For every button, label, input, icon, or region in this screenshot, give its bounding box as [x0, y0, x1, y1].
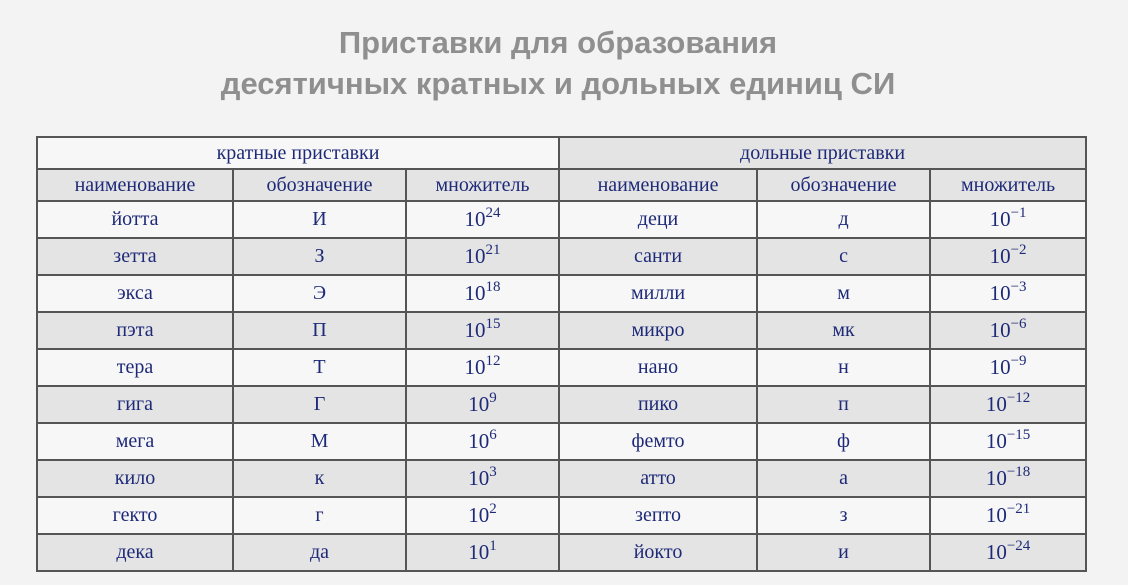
prefix-name: фемто — [559, 423, 757, 460]
title-line-2: десятичных кратных и дольных единиц СИ — [220, 66, 896, 101]
prefix-multiplier — [930, 312, 1086, 349]
table-row — [37, 423, 1086, 460]
multiplier-base: 10 — [985, 540, 1007, 564]
multiplier-exponent: 3 — [489, 464, 497, 480]
multiplier-base: 10 — [989, 318, 1011, 342]
prefix-name: мега — [37, 423, 233, 460]
column-header-name: наименование — [37, 169, 233, 201]
multiplier-base: 10 — [468, 540, 490, 564]
column-header-multiplier: множитель — [930, 169, 1086, 201]
prefix-multiplier — [930, 386, 1086, 423]
prefix-multiplier — [930, 201, 1086, 238]
prefix-multiplier — [930, 349, 1086, 386]
prefix-multiplier — [406, 275, 559, 312]
multiplier-exponent: −1 — [1010, 205, 1027, 221]
multiplier-exponent: 1 — [489, 538, 497, 554]
multiplier-exponent: −15 — [1006, 427, 1031, 443]
multiplier-exponent: −24 — [1006, 538, 1031, 554]
multiplier-exponent: 21 — [485, 242, 501, 258]
prefix-symbol: Э — [233, 275, 406, 312]
multiplier-exponent: 9 — [489, 390, 497, 406]
prefix-symbol: мк — [757, 312, 930, 349]
multiplier-exponent: 6 — [489, 427, 497, 443]
multiplier-exponent: 15 — [485, 316, 501, 332]
multiplier-base: 10 — [989, 281, 1011, 305]
multiplier-exponent: −12 — [1006, 390, 1031, 406]
group-multiple-prefixes: кратные приставки — [37, 137, 559, 169]
column-header-row — [37, 169, 1086, 201]
multiplier-base: 10 — [989, 355, 1011, 379]
prefix-symbol: а — [757, 460, 930, 497]
multiplier-base: 10 — [985, 429, 1007, 453]
table-row — [37, 534, 1086, 571]
prefix-name: милли — [559, 275, 757, 312]
prefix-multiplier — [406, 386, 559, 423]
prefix-multiplier — [406, 349, 559, 386]
prefix-name: пэта — [37, 312, 233, 349]
prefix-name: йокто — [559, 534, 757, 571]
multiplier-base: 10 — [468, 392, 490, 416]
multiplier-exponent: −9 — [1010, 353, 1027, 369]
multiplier-exponent: −2 — [1010, 242, 1027, 258]
column-header-multiplier: множитель — [406, 169, 559, 201]
title-line-1: Приставки для образования — [338, 25, 778, 60]
multiplier-base: 10 — [464, 318, 486, 342]
prefix-symbol: з — [757, 497, 930, 534]
prefix-symbol: н — [757, 349, 930, 386]
multiplier-exponent: 2 — [489, 501, 497, 517]
prefix-symbol: да — [233, 534, 406, 571]
prefix-name: йотта — [37, 201, 233, 238]
multiplier-base: 10 — [989, 207, 1011, 231]
multiplier-base: 10 — [989, 244, 1011, 268]
prefix-name: зепто — [559, 497, 757, 534]
prefix-name: экса — [37, 275, 233, 312]
prefix-name: зетта — [37, 238, 233, 275]
prefix-symbol: М — [233, 423, 406, 460]
prefix-multiplier — [406, 312, 559, 349]
prefix-name: кило — [37, 460, 233, 497]
table-row — [37, 386, 1086, 423]
prefix-symbol: Т — [233, 349, 406, 386]
prefix-multiplier — [406, 238, 559, 275]
page-title — [0, 22, 1116, 104]
multiplier-exponent: 24 — [485, 205, 501, 221]
prefix-symbol: м — [757, 275, 930, 312]
multiplier-exponent: −18 — [1006, 464, 1031, 480]
multiplier-base: 10 — [468, 503, 490, 527]
prefix-symbol: и — [757, 534, 930, 571]
prefix-symbol: д — [757, 201, 930, 238]
multiplier-base: 10 — [464, 207, 486, 231]
prefix-multiplier — [930, 238, 1086, 275]
group-header-row — [37, 137, 1086, 169]
multiplier-base: 10 — [468, 466, 490, 490]
prefix-symbol: к — [233, 460, 406, 497]
prefix-name: пико — [559, 386, 757, 423]
prefix-multiplier — [406, 423, 559, 460]
prefix-multiplier — [406, 497, 559, 534]
prefix-multiplier — [930, 275, 1086, 312]
prefix-name: деци — [559, 201, 757, 238]
table-row — [37, 275, 1086, 312]
multiplier-exponent: −21 — [1006, 501, 1031, 517]
multiplier-exponent: 18 — [485, 279, 501, 295]
prefix-multiplier — [930, 423, 1086, 460]
multiplier-base: 10 — [464, 355, 486, 379]
multiplier-base: 10 — [985, 392, 1007, 416]
prefix-symbol: п — [757, 386, 930, 423]
multiplier-exponent: −3 — [1010, 279, 1027, 295]
prefix-multiplier — [406, 460, 559, 497]
column-header-name: наименование — [559, 169, 757, 201]
prefix-name: нано — [559, 349, 757, 386]
prefix-name: санти — [559, 238, 757, 275]
table-row — [37, 349, 1086, 386]
table-row — [37, 497, 1086, 534]
prefix-symbol: Г — [233, 386, 406, 423]
multiplier-base: 10 — [468, 429, 490, 453]
multiplier-base: 10 — [985, 466, 1007, 490]
prefix-name: атто — [559, 460, 757, 497]
prefix-name: гига — [37, 386, 233, 423]
prefix-name: тера — [37, 349, 233, 386]
table-row — [37, 460, 1086, 497]
multiplier-exponent: −6 — [1010, 316, 1027, 332]
prefix-symbol: И — [233, 201, 406, 238]
prefix-multiplier — [406, 534, 559, 571]
prefix-symbol: П — [233, 312, 406, 349]
group-submultiple-prefixes: дольные приставки — [559, 137, 1086, 169]
multiplier-base: 10 — [464, 244, 486, 268]
prefix-name: гекто — [37, 497, 233, 534]
table-row — [37, 238, 1086, 275]
prefix-symbol: ф — [757, 423, 930, 460]
prefix-symbol: г — [233, 497, 406, 534]
prefix-symbol: с — [757, 238, 930, 275]
multiplier-exponent: 12 — [485, 353, 501, 369]
prefix-multiplier — [930, 460, 1086, 497]
prefix-multiplier — [930, 534, 1086, 571]
column-header-symbol: обозначение — [233, 169, 406, 201]
si-prefix-table — [36, 136, 1087, 572]
prefix-multiplier — [930, 497, 1086, 534]
multiplier-base: 10 — [985, 503, 1007, 527]
prefix-multiplier — [406, 201, 559, 238]
table-row — [37, 312, 1086, 349]
prefix-name: микро — [559, 312, 757, 349]
prefix-name: дека — [37, 534, 233, 571]
prefix-symbol: З — [233, 238, 406, 275]
column-header-symbol: обозначение — [757, 169, 930, 201]
table-row — [37, 201, 1086, 238]
multiplier-base: 10 — [464, 281, 486, 305]
